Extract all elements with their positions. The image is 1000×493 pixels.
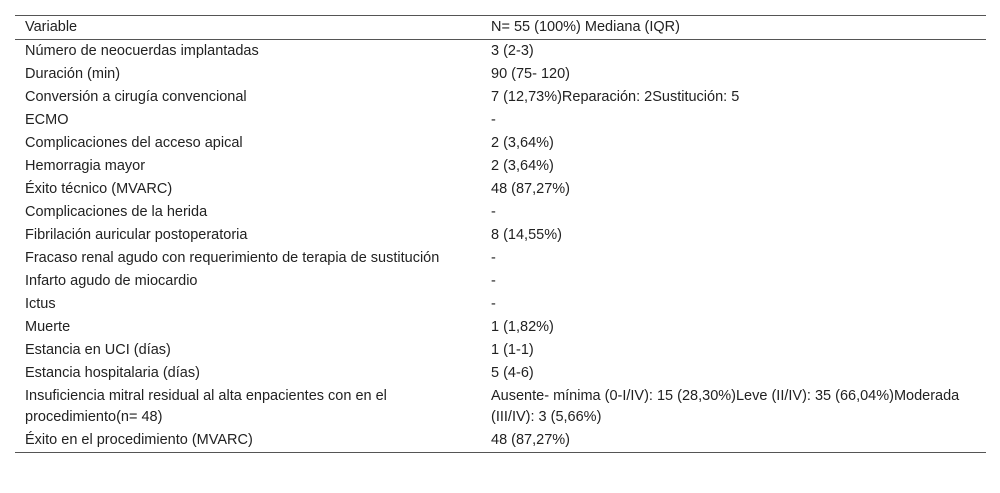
cell-variable: Éxito técnico (MVARC) bbox=[25, 181, 173, 197]
cell-value: - bbox=[491, 250, 496, 266]
cell-variable: Éxito en el procedimiento (MVARC) bbox=[25, 432, 253, 448]
cell-value: - bbox=[491, 204, 496, 220]
cell-variable: Insuficiencia mitral residual al alta enpacientes con en el procedimiento(n= 48) bbox=[25, 388, 387, 425]
cell-variable: Ictus bbox=[25, 296, 56, 312]
table-row bbox=[15, 63, 986, 86]
table-row bbox=[15, 178, 986, 201]
header-row bbox=[15, 16, 986, 40]
table-row bbox=[15, 385, 986, 429]
table-row bbox=[15, 339, 986, 362]
table-row bbox=[15, 316, 986, 339]
cell-value: 1 (1,82%) bbox=[491, 319, 554, 335]
table-row bbox=[15, 293, 986, 316]
cell-variable: Conversión a cirugía convencional bbox=[25, 89, 247, 105]
table-row bbox=[15, 270, 986, 293]
cell-value: 5 (4-6) bbox=[491, 365, 534, 381]
cell-variable: Hemorragia mayor bbox=[25, 158, 146, 174]
cell-value: 1 (1-1) bbox=[491, 342, 534, 358]
table-row bbox=[15, 109, 986, 132]
table-row bbox=[15, 201, 986, 224]
table-row bbox=[15, 224, 986, 247]
cell-variable: Estancia en UCI (días) bbox=[25, 342, 171, 358]
cell-value: 48 (87,27%) bbox=[491, 432, 570, 448]
table-row bbox=[15, 247, 986, 270]
table-row bbox=[15, 362, 986, 385]
table-body bbox=[15, 40, 986, 453]
cell-variable: Infarto agudo de miocardio bbox=[25, 273, 198, 289]
cell-value: - bbox=[491, 296, 496, 312]
cell-variable: Duración (min) bbox=[25, 66, 121, 82]
cell-value: Ausente- mínima (0-I/IV): 15 (28,30%)Leve (II/IV): 35 (66,04%)Moderada (III/IV): 3 (5,66%) bbox=[491, 388, 960, 425]
header-variable: Variable bbox=[25, 19, 78, 35]
header-value: N= 55 (100%) Mediana (IQR) bbox=[491, 19, 680, 35]
results-table-container bbox=[15, 15, 986, 453]
results-table bbox=[15, 15, 986, 453]
table-row bbox=[15, 132, 986, 155]
cell-variable: ECMO bbox=[25, 112, 69, 128]
cell-value: - bbox=[491, 112, 496, 128]
cell-variable: Muerte bbox=[25, 319, 71, 335]
cell-value: 2 (3,64%) bbox=[491, 135, 554, 151]
cell-variable: Estancia hospitalaria (días) bbox=[25, 365, 200, 381]
cell-value: 3 (2-3) bbox=[491, 43, 534, 59]
table-row bbox=[15, 40, 986, 64]
cell-variable: Fracaso renal agudo con requerimiento de terapia de sustitución bbox=[25, 250, 440, 266]
cell-variable: Fibrilación auricular postoperatoria bbox=[25, 227, 248, 243]
cell-value: 48 (87,27%) bbox=[491, 181, 570, 197]
table-row bbox=[15, 429, 986, 453]
cell-value: 2 (3,64%) bbox=[491, 158, 554, 174]
cell-value: - bbox=[491, 273, 496, 289]
cell-value: 90 (75- 120) bbox=[491, 66, 570, 82]
cell-variable: Complicaciones del acceso apical bbox=[25, 135, 243, 151]
cell-variable: Número de neocuerdas implantadas bbox=[25, 43, 259, 59]
cell-value: 8 (14,55%) bbox=[491, 227, 562, 243]
table-row bbox=[15, 86, 986, 109]
table-row bbox=[15, 155, 986, 178]
table-header bbox=[15, 16, 986, 40]
cell-variable: Complicaciones de la herida bbox=[25, 204, 208, 220]
cell-value: 7 (12,73%)Reparación: 2Sustitución: 5 bbox=[491, 89, 740, 105]
